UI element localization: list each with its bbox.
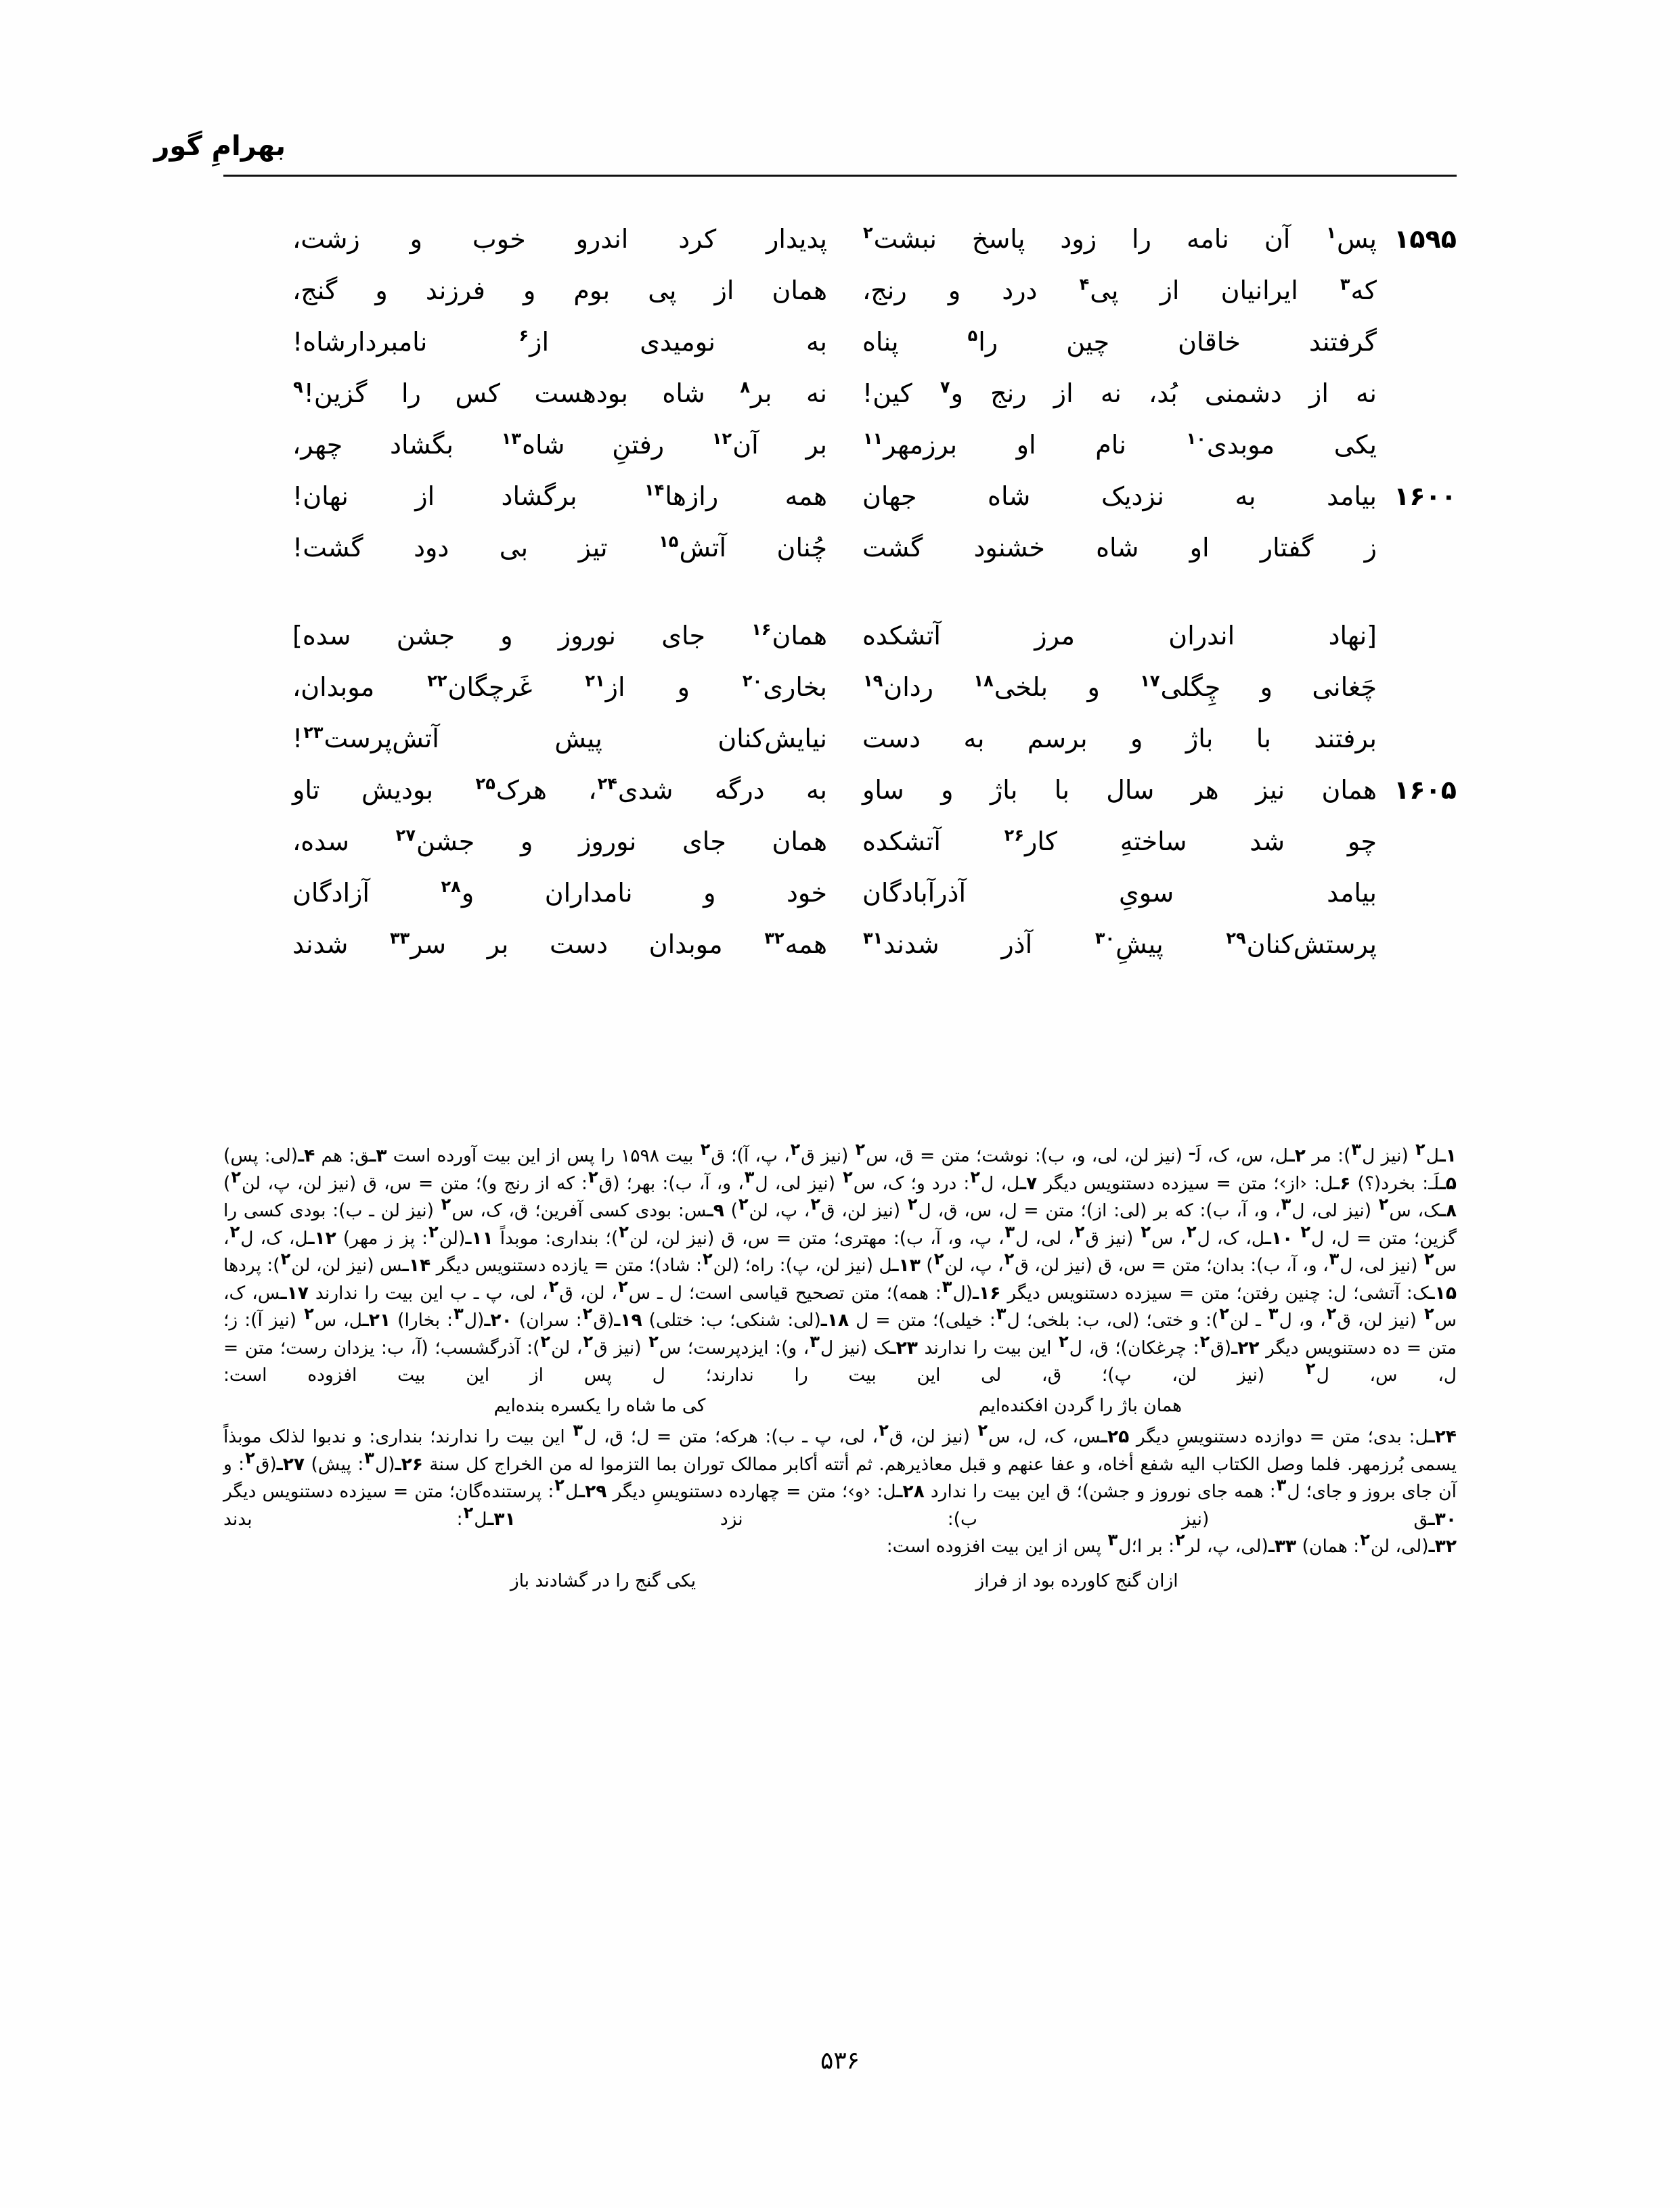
- footnotes-section: [223, 1140, 1457, 1595]
- verse-area: [223, 223, 1457, 1017]
- running-head: [154, 131, 1457, 180]
- hemistich-second: بخاری$^{۲۰}$ و از$^{۲۱}$ غَرچگان$^{۲۲}$ موبدان،: [292, 671, 827, 702]
- footnote-paragraph: ۳۲ـ(لی، لن$^۲$: همان) ۳۳ـ(لی، پ، لر$^۲$: بر ا؛ل$^۳$ پس از این بیت افزوده است:: [886, 1530, 1457, 1557]
- verse-line: [223, 671, 1457, 723]
- hemistich-first: پرستش‌کنان$^{۲۹}$ پیشِ$^{۳۰}$ آذر شدند$^{۳۱}$: [863, 929, 1377, 959]
- hemistich-first: ز گفتار او شاه خشنود گشت: [862, 533, 1377, 562]
- hemistich-first: همان نیز هر سال با باژ و ساو: [862, 775, 1377, 805]
- hemistich-second: به درگه شدی$^{۲۴}$، هرک$^{۲۵}$ بودیش تاو: [292, 774, 827, 805]
- verse-block-2: [223, 620, 1457, 980]
- hemistich-first: چَغانی و چِگلی$^{۱۷}$ و بلخی$^{۱۸}$ ردان$^{۱۹}$: [863, 671, 1377, 702]
- hemistich-first: چو شد ساختهِ کار$^{۲۶}$ آتشکده: [862, 826, 1377, 856]
- inset-hemistich-left: ازان گنج کاورده بود از فراز: [975, 1570, 1178, 1591]
- hemistich-first: پس$^۱$ آن نامه را زود پاسخ نبشت$^۲$: [863, 223, 1377, 254]
- verse-line: [223, 481, 1457, 532]
- running-head-title: بهرامِ گور: [154, 131, 286, 162]
- footnote-inset-verse-2: [223, 1568, 1457, 1595]
- hemistich-second: به نومیدی از$^۶$ نامبردارشاه!: [292, 326, 827, 357]
- hemistich-second: همان از پی بوم و فرزند و گنج،: [292, 275, 827, 305]
- footnote-paragraph: ۱ـل$^۲$ (نیز ل$^۳$): مر ۲ـل، س، ک، لَ$^ـ$ (نیز لن، لی، و، ب): نوشت؛ متن = ق، س$^۲$ (نیز ق$^۲$، پ، آ)؛ ق$^۲$ بیت ۱۵۹۸ را پس از این بیت آورده است ۳ـق: هم ۴ـ(لی: پس) ۵ـلَـ: بخرد(؟) ۶ـل: ‹از›؛ متن = سیزده دستنویس دیگر ۷ـل، ل$^۲$: درد و؛ ک، س$^۲$ (نیز لی، ل$^۳$، و، آ، ب): بهر؛ (ق$^۲$: که از رنج و)؛ متن = س، ق (نیز لن، پ، لن$^۲$) ۸ـک، س$^۲$ (نیز لی، ل$^۳$، و، آ، ب): که بر (لی: از)؛ متن = ل، س، ق، ل$^۲$ (نیز لن، ق$^۲$، پ، لن$^۲$) ۹ـس: بودی کسی آفرین؛ ق، ک، س$^۲$ (نیز لن ـ ب): بودی کسی را گزین؛ متن = ل، ل$^۲$ ۱۰ـل، ک، ل$^۲$، س$^۲$ (نیز ق$^۲$، لی، ل$^۳$، پ، و، آ، ب): مهتری؛ متن = س، ق (نیز لن، لن$^۲$)؛ بنداری: موبداً ۱۱ـ(لن$^۲$: پز ز مهر) ۱۲ـل، ک، ل$^۲$، س$^۲$ (نیز لی، ل$^۳$، و، آ، ب): بدان؛ متن = س، ق (نیز لن، ق$^۲$، پ، لن$^۲$) ۱۳ـل (نیز لن، پ): راه؛ (لن$^۲$: شاد)؛ متن = یازده دستنویس دیگر ۱۴ـس (نیز لن، لن$^۲$): پردها ۱۵ـک: آتشی؛ ل: چنین رفتن؛ متن = سیزده دستنویس دیگر ۱۶ـ(ل$^۳$: همه)؛ متن تصحیح قیاسی است؛ ل ـ س$^۲$، لن، ق$^۲$، لی، پ ـ ب این بیت را ندارند ۱۷ـس، ک، س$^۲$ (نیز لن، ق$^۲$، و، ل$^۳$ ـ لن$^۲$): و ختی؛ (لی، ب: بلخی؛ ل$^۳$: خیلی)؛ متن = ل ۱۸ـ(لی: شنکی؛ ب: ختلی) ۱۹ـ(ق$^۲$: سران) ۲۰ـ(ل$^۳$: بخارا) ۲۱ـل، س$^۲$ (نیز آ): ز؛ متن = ده دستنویس دیگر ۲۲ـ(ق$^۲$: چرغکان)؛ ق، ل$^۲$ این بیت را ندارند ۲۳ـک (نیز ل$^۳$، و): ایزدپرست؛ س$^۲$ (نیز ق$^۲$، لن$^۲$): آذرگشسب؛ (آ، ب: یزدان رست؛ متن = ل، س، ل$^۲$ (نیز لن، پ)؛ ق، لی این بیت را ندارند؛ ل پس از این بیت افزوده است:: [223, 1140, 1457, 1386]
- page-number: ۵۳۶: [820, 2047, 860, 2075]
- hemistich-second: چُنان آتش$^{۱۵}$ تیز بی دود گشت!: [292, 532, 827, 562]
- hemistich-first: بیامد به نزدیک شاه جهان: [862, 481, 1377, 511]
- footnote-inset-verse-1: [223, 1392, 1457, 1420]
- hemistich-first: که$^۳$ ایرانیان از پی$^۴$ درد و رنج،: [862, 275, 1377, 305]
- verse-line: [223, 378, 1457, 429]
- verse-number: ۱۶۰۵: [1394, 775, 1457, 805]
- hemistich-second: خود و نامداران و$^{۲۸}$ آزادگان: [292, 877, 828, 908]
- verse-block-1: [223, 223, 1457, 583]
- hemistich-first: بیامد سویِ آذرآبادگان: [862, 878, 1377, 908]
- hemistich-first: نه از دشمنی بُد، نه از رنج و$^۷$ کین!: [862, 378, 1377, 408]
- hemistich-first: گرفتند خاقان چین را$^۵$ پناه: [862, 326, 1377, 357]
- hemistich-second: نیایش‌کنان پیش آتش‌پرست$^{۲۳}$!: [292, 723, 827, 753]
- verse-line: [223, 826, 1457, 877]
- verse-line: [223, 223, 1457, 275]
- hemistich-second: پدیدار کرد اندرو خوب و زشت،: [292, 224, 827, 254]
- verse-line: [223, 429, 1457, 481]
- verse-number: ۱۵۹۵: [1394, 224, 1457, 254]
- verse-line: [223, 723, 1457, 774]
- verse-line: [223, 532, 1457, 583]
- header-rule: [223, 175, 1457, 177]
- verse-number: ۱۶۰۰: [1394, 481, 1457, 511]
- verse-line: [223, 877, 1457, 929]
- hemistich-second: همان جای نوروز و جشن$^{۲۷}$ سده،: [292, 826, 828, 856]
- footnote-paragraph: ۲۴ـل: بدی؛ متن = دوازده دستنویسِ دیگر ۲۵ـس، ک، ل، س$^۲$ (نیز لن، ق$^۲$، لی، پ ـ ب): هرکه؛ متن = ل؛ ق، ل$^۳$ این بیت را ندارند؛ بنداری: و ندبوا لذلک موبذاً یسمی بُرزمهر. فلما وصل الکتاب الیه شفع أخاه، و عفا عنهم و قبل معاذیرهم. ثم أتته أکابر ممالک توران بما التزموا له من الخراج کل سنة ۲۶ـ(ل$^۳$: پیش) ۲۷ـ(ق$^۲$: و آن جای بروز و جای؛ ل$^۳$: همه جای نوروز و جشن)؛ ق این بیت را ندارد ۲۸ـل: ‹و›؛ متن = چهارده دستنویسِ دیگر ۲۹ـل$^۲$: پرستنده‌گان؛ متن = سیزده دستنویس دیگر ۳۰ـق (نیز ب): نزد ۳۱ـل$^۲$: بدند: [223, 1421, 1457, 1530]
- verse-line: [223, 929, 1457, 980]
- hemistich-second: همه$^{۳۲}$ موبدان دست بر سر$^{۳۳}$ شدند: [292, 929, 828, 959]
- hemistich-first: یکی موبدی$^{۱۰}$ نام او برزمهر$^{۱۱}$: [863, 429, 1377, 460]
- verse-line: [223, 326, 1457, 378]
- hemistich-second: همه رازها$^{۱۴}$ برگشاد از نهان!: [292, 481, 827, 511]
- hemistich-second: نه بر$^۸$ شاه بودهست کس را گزین!$^۹$: [293, 378, 828, 408]
- verse-line: [223, 620, 1457, 671]
- inset-hemistich-right: یکی گنج را در گشادند باز: [510, 1570, 697, 1591]
- verse-line: [223, 774, 1457, 826]
- hemistich-second: بر آن$^{۱۲}$ رفتنِ شاه$^{۱۳}$ بگشاد چهر،: [292, 429, 827, 460]
- inset-hemistich-right: کی ما شاه را یکسره بنده‌ایم: [493, 1394, 706, 1416]
- inset-hemistich-left: همان باژ را گردن افکنده‌ایم: [978, 1394, 1182, 1416]
- verse-line: [223, 275, 1457, 326]
- hemistich-first: [نهاد اندران مرز آتشکده: [862, 621, 1377, 650]
- hemistich-first: برفتند با باژ و برسم به دست: [862, 724, 1377, 753]
- hemistich-second: همان$^{۱۶}$ جای نوروز و جشن سده]: [292, 620, 827, 650]
